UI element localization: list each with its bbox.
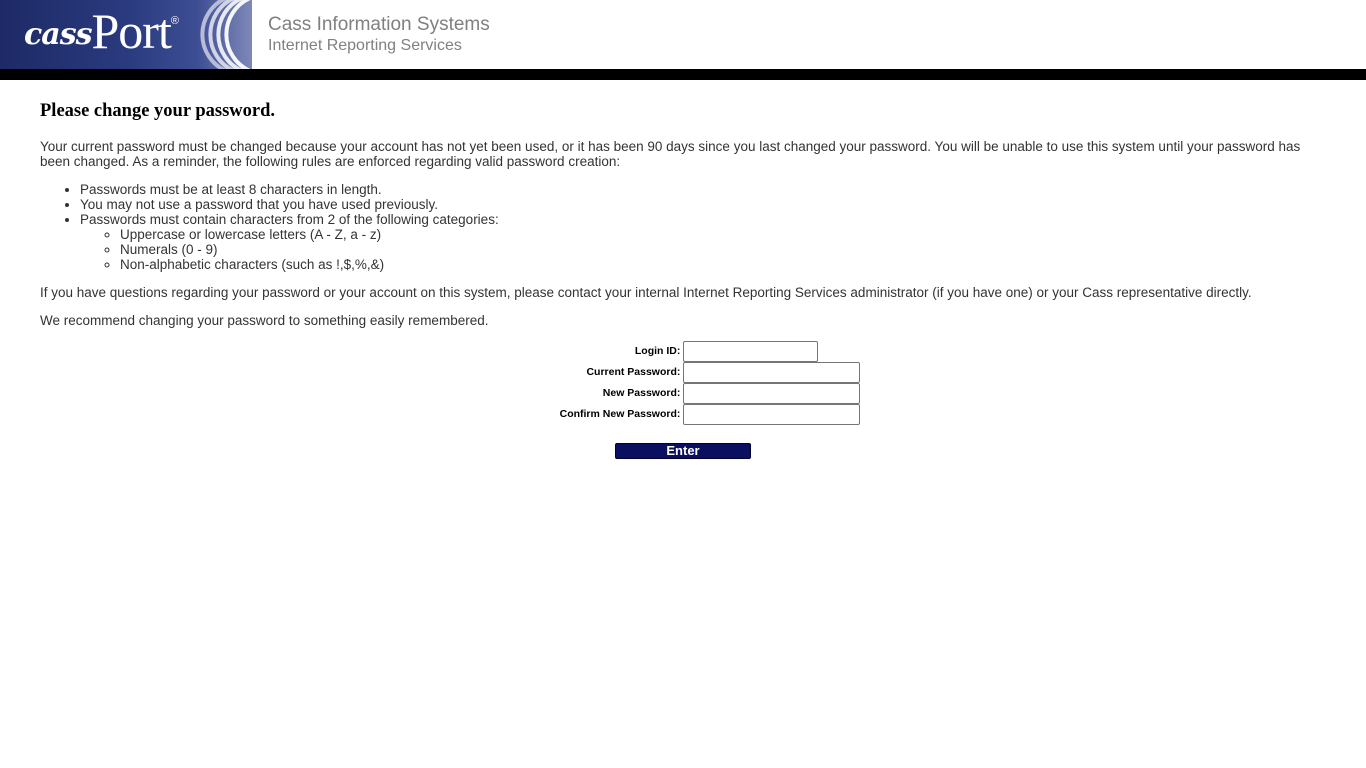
- logo-wordmark: [24, 5, 179, 57]
- page-header: [0, 0, 1366, 69]
- new-password-row: [560, 383, 861, 404]
- confirm-password-input[interactable]: [683, 404, 860, 425]
- logo-port-text: Port: [91, 3, 171, 59]
- company-block: [268, 14, 490, 55]
- password-rules-list: [40, 182, 1326, 272]
- company-name: Cass Information Systems: [268, 14, 490, 35]
- contact-paragraph: If you have questions regarding your password or your account on this system, please contact your internal Internet Reporting Services administrator (if you have one) or your Cass representative directly.: [40, 285, 1252, 300]
- registered-mark: ®: [170, 15, 179, 27]
- enter-button[interactable]: Enter: [615, 443, 751, 459]
- button-row: [40, 443, 1326, 459]
- current-password-row: [560, 362, 861, 383]
- login-id-input[interactable]: [683, 341, 818, 362]
- rule-item-categories: [80, 212, 1326, 272]
- confirm-password-label: Confirm New Password:: [559, 408, 681, 420]
- recommend-paragraph: We recommend changing your password to something easily remembered.: [40, 313, 489, 328]
- logo-arcs-graphic: [196, 0, 252, 69]
- intro-paragraph: Your current password must be changed because your account has not yet been used, or it has been 90 days since you last changed your password. You will be unable to use this system until your password has been changed. As a reminder, the following rules are enforced regarding valid password creation:: [40, 139, 1301, 169]
- rule-item: • Passwords must be at least 8 characters in length.: [80, 182, 1326, 197]
- current-password-label: Current Password:: [586, 366, 681, 378]
- company-subtitle: Internet Reporting Services: [268, 37, 462, 54]
- page-title: Please change your password.: [40, 101, 276, 121]
- category-item: ◦ Numerals (0 - 9): [120, 242, 1326, 257]
- categories-list: [80, 227, 1326, 272]
- new-password-input[interactable]: [683, 383, 860, 404]
- main-content: [0, 80, 1366, 459]
- category-item: ◦ Uppercase or lowercase letters (A - Z, a - z): [120, 227, 1326, 242]
- header-divider-bar: [0, 69, 1366, 80]
- rule-item: • You may not use a password that you have used previously.: [80, 197, 1326, 212]
- confirm-password-row: [560, 404, 861, 425]
- rule-item-text: Passwords must contain characters from 2 of the following categories:: [80, 212, 499, 227]
- login-id-row: [560, 341, 861, 362]
- form-table: [560, 341, 861, 425]
- login-id-label: Login ID:: [634, 345, 681, 357]
- logo-cass-text: cass: [24, 17, 92, 52]
- new-password-label: New Password:: [602, 387, 681, 399]
- change-password-form: [40, 341, 1326, 459]
- casport-logo: [0, 0, 252, 69]
- category-item: ◦ Non-alphabetic characters (such as !,$,%,&): [120, 257, 1326, 272]
- current-password-input[interactable]: [683, 362, 860, 383]
